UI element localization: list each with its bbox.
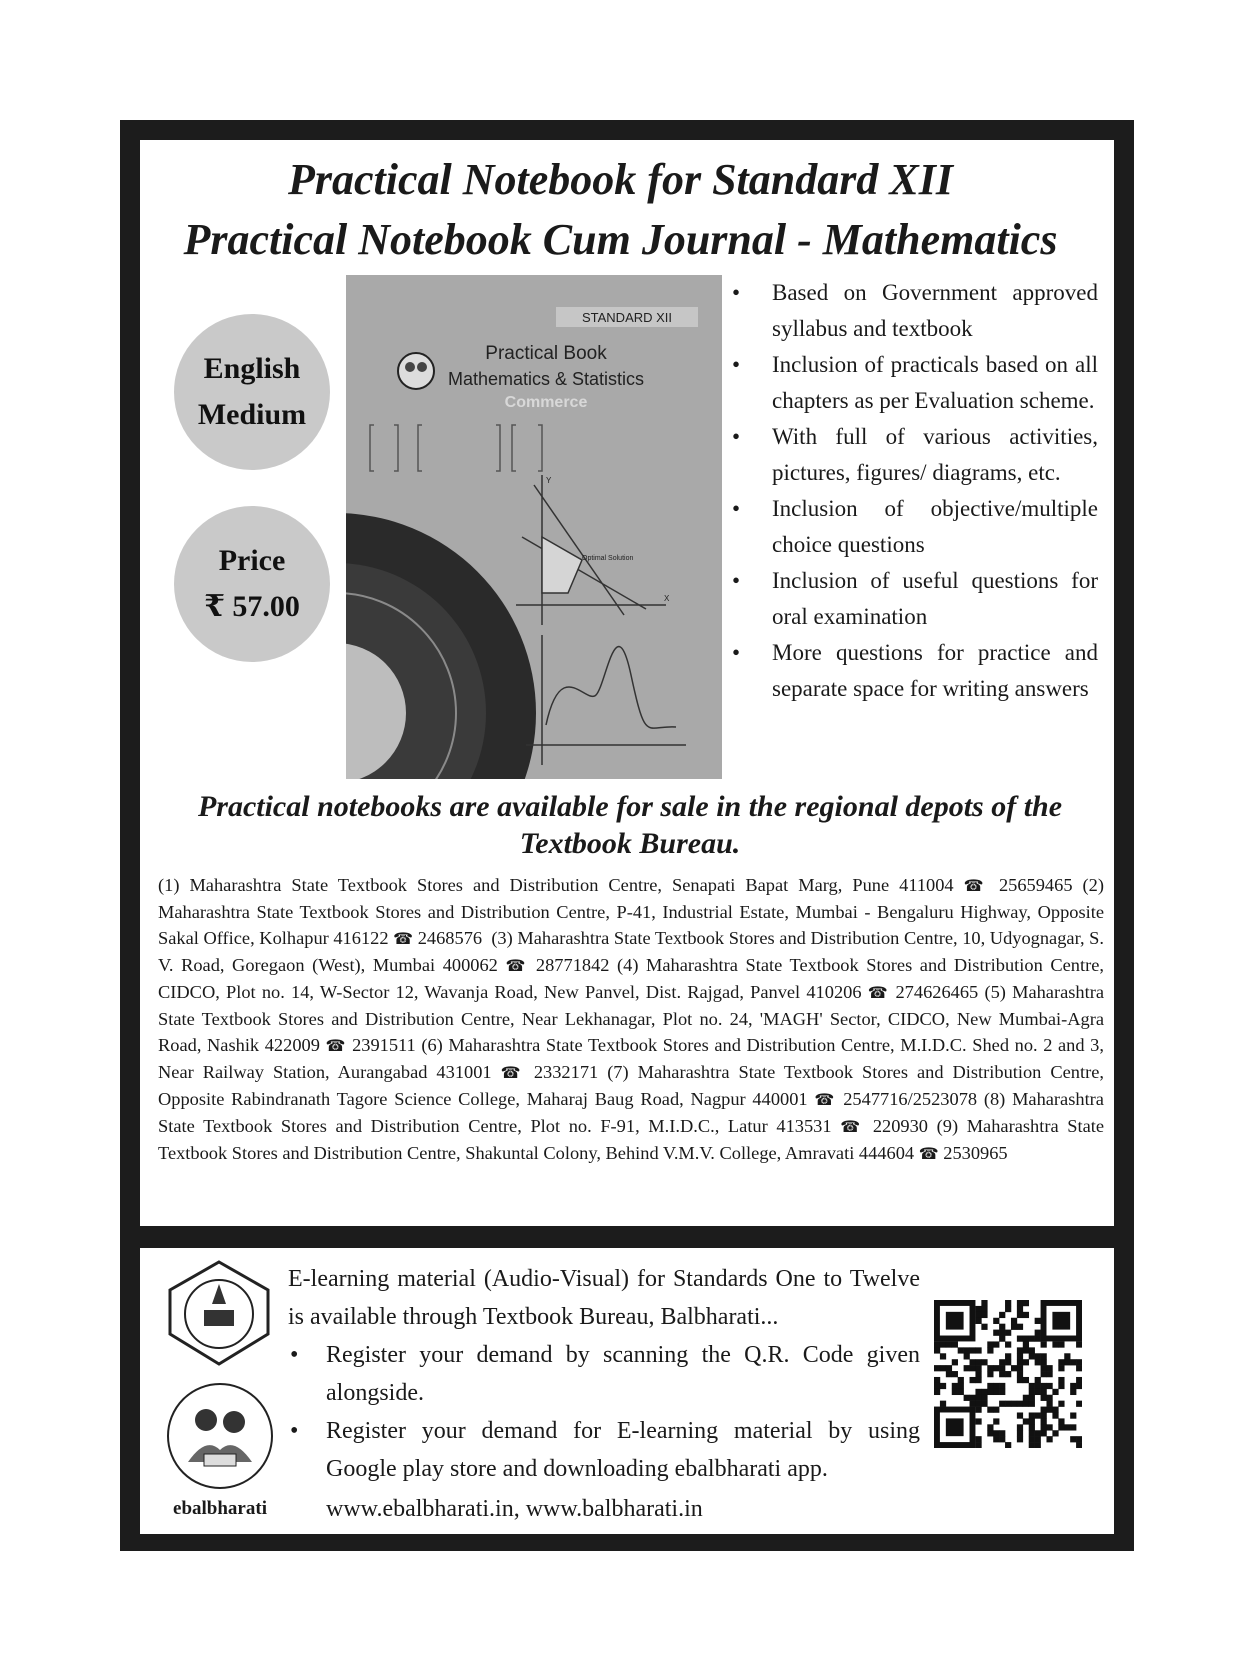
ebalbharati-brand: ebalbharati — [173, 1498, 267, 1519]
price-label: Price — [218, 544, 286, 577]
list-item: • Register your demand for E-learning material by using Google play store and downloading ebalbharati app. — [288, 1412, 920, 1488]
price-value: ₹ 57.00 — [204, 590, 300, 623]
page-title-line1: Practical Notebook for Standard XII — [288, 155, 953, 204]
medium-badge — [174, 314, 330, 470]
phone-icon: ☎ — [918, 1144, 939, 1163]
depot-phone: 28771842 — [535, 955, 610, 975]
elearning-points — [288, 1336, 920, 1488]
depot-address: (8) Maharashtra State Textbook Stores and Distribution Centre, Plot no. F-91, M.I.D.C., Latur 413531 — [158, 1089, 1104, 1136]
website-links[interactable]: www.ebalbharati.in, www.balbharati.in — [326, 1496, 703, 1522]
price-badge — [174, 506, 330, 662]
depot-address: (4) Maharashtra State Textbook Stores and Distribution Centre, CIDCO, Plot no. 14, W-Sector 12, Wavanja Road, New Panvel, Dist. Rajgad, Panvel 410206 — [158, 955, 1104, 1002]
cover-logo-icon — [398, 353, 434, 389]
depot-phone: 2468576 — [417, 928, 483, 948]
phone-icon: ☎ — [963, 876, 989, 895]
depot-phone: 25659465 — [998, 875, 1073, 895]
phone-icon: ☎ — [814, 1090, 837, 1109]
depot-phone: 2332171 — [533, 1062, 599, 1082]
feature-list — [728, 275, 1098, 707]
depot-address: (6) Maharashtra State Textbook Stores and Distribution Centre, M.I.D.C. Shed no. 2 and 3, Near Railway Station, Aurangabad 431001 — [158, 1035, 1104, 1082]
list-item: • Inclusion of practicals based on all chapters as per Evaluation scheme. — [728, 347, 1098, 419]
list-item: • Inclusion of useful questions for oral examination — [728, 563, 1098, 635]
bureau-seal-logo — [160, 1254, 278, 1372]
depot-phone: 220930 — [872, 1116, 928, 1136]
depot-address: (3) Maharashtra State Textbook Stores and Distribution Centre, 10, Udyognagar, S. V. Road, Goregaon (West), Mumbai 400062 — [158, 928, 1104, 975]
depot-address: (1) Maharashtra State Textbook Stores and Distribution Centre, Senapati Bapat Marg, Pune 411004 — [158, 875, 954, 895]
list-item: • Inclusion of objective/multiple choice questions — [728, 491, 1098, 563]
cover-title-line2: Mathematics & Statistics — [447, 369, 645, 389]
phone-icon: ☎ — [500, 1063, 525, 1082]
page-title-line2: Practical Notebook Cum Journal - Mathematics — [183, 215, 1058, 264]
list-item: • Based on Government approved syllabus and textbook — [728, 275, 1098, 347]
depot-address-list — [158, 872, 1104, 1167]
cover-subtitle: Commerce — [504, 394, 588, 411]
phone-icon: ☎ — [840, 1117, 865, 1136]
depot-address: (7) Maharashtra State Textbook Stores and Distribution Centre, Opposite Rabindranath Tagore Science College, Maharaj Baug Road, Nagpur 440001 — [158, 1062, 1104, 1109]
cover-axis-y: Y — [546, 476, 552, 485]
depot-phone: 2530965 — [943, 1143, 1008, 1163]
cover-title-line1: Practical Book — [485, 343, 607, 364]
depot-address: (5) Maharashtra State Textbook Stores and Distribution Centre, Near Lekhanagar, Plot no. 24, 'MAGH' Sector, CIDCO, New Mumbai-Agra Road, Nashik 422009 — [158, 982, 1104, 1055]
cover-axis-x: X — [664, 594, 670, 603]
qr-code[interactable] — [934, 1300, 1082, 1448]
list-item: • Register your demand by scanning the Q.R. Code given alongside. — [288, 1336, 920, 1412]
cover-graph-label: Optimal Solution — [582, 555, 634, 562]
depot-phone: 2547716/2523078 — [843, 1089, 978, 1109]
book-cover-image — [346, 275, 722, 779]
ebalbharati-logo — [164, 1380, 276, 1492]
medium-badge-line2: Medium — [197, 398, 307, 431]
medium-badge-line1: English — [203, 352, 301, 385]
cover-standard: STANDARD XII — [581, 310, 673, 325]
availability-heading: Practical notebooks are available for sale in the regional depots of the Textbook Bureau. — [197, 790, 1063, 860]
list-item: • More questions for practice and separate space for writing answers — [728, 635, 1098, 707]
elearning-intro: E-learning material (Audio-Visual) for Standards One to Twelve is available through Textbook Bureau, Balbharati... — [288, 1266, 920, 1330]
depot-address: (9) Maharashtra State Textbook Stores and Distribution Centre, Shakuntal Colony, Behind V.M.V. College, Amravati 444604 — [158, 1116, 1105, 1163]
phone-icon: ☎ — [505, 956, 529, 975]
depot-address: (2) Maharashtra State Textbook Stores and Distribution Centre, P-41, Industrial Estate, Mumbai - Bengaluru Highway, Opposite Sakal Office, Kolhapur 416122 — [158, 875, 1104, 948]
depot-phone: 2391511 — [352, 1035, 416, 1055]
phone-icon: ☎ — [867, 983, 890, 1002]
depot-phone: 274626465 — [895, 982, 979, 1002]
phone-icon: ☎ — [393, 929, 414, 948]
list-item: • With full of various activities, pictures, figures/ diagrams, etc. — [728, 419, 1098, 491]
phone-icon: ☎ — [325, 1036, 347, 1055]
